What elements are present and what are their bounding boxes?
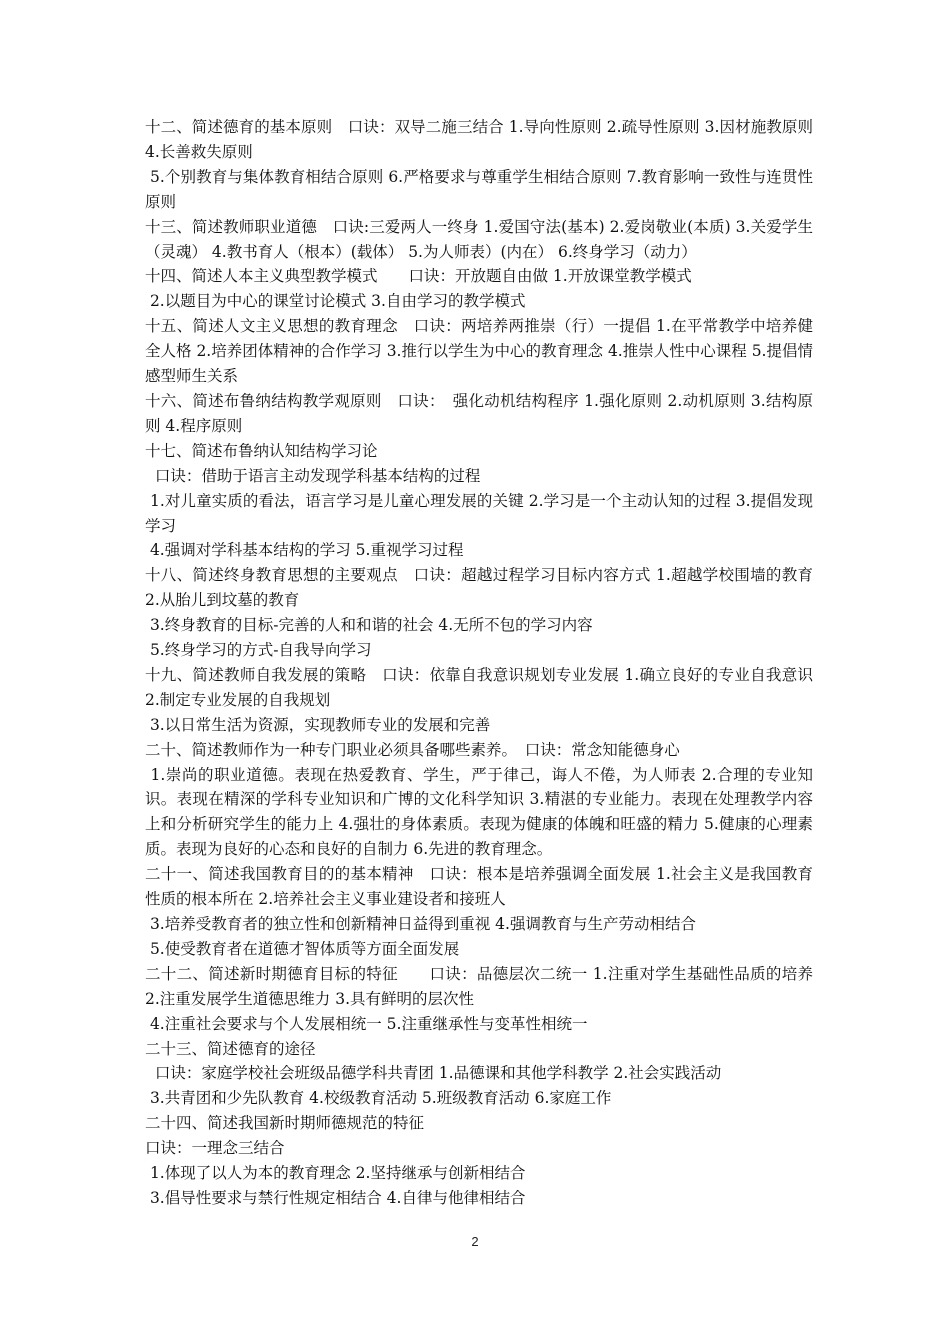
paragraph: 二十、简述教师作为一种专门职业必须具备哪些素养。 口诀：常念知能德身心 [145,740,680,759]
paragraph: 二十一、简述我国教育目的的基本精神 口诀：根本是培养强调全面发展 1.社会主义是我国教育性质的根本所在 2.培养社会主义事业建设者和接班人 [145,865,813,909]
paragraph: 1.体现了以人为本的教育理念 2.坚持继承与创新相结合 [145,1164,526,1183]
paragraph: 5.个别教育与集体教育相结合原则 6.严格要求与尊重学生相结合原则 7.教育影响一致性与连贯性原则 [145,167,813,211]
paragraph: 十七、简述布鲁纳认知结构学习论 [145,441,378,460]
paragraph: 3.倡导性要求与禁行性规定相结合 4.自律与他律相结合 [145,1188,526,1207]
paragraph: 二十三、简述德育的途径 [145,1039,316,1058]
paragraph: 1.对儿童实质的看法，语言学习是儿童心理发展的关键 2.学习是一个主动认知的过程 3.提倡发现学习 [145,491,813,535]
paragraph: 5.终身学习的方式-自我导向学习 [145,641,372,660]
paragraph: 2.以题目为中心的课堂讨论模式 3.自由学习的教学模式 [145,292,526,311]
paragraph: 二十四、简述我国新时期师德规范的特征 [145,1114,425,1133]
paragraph: 3.以日常生活为资源，实现教师专业的发展和完善 [145,715,491,734]
paragraph: 十二、简述德育的基本原则 口诀：双导二施三结合 1.导向性原则 2.疏导性原则 3.因材施教原则 4.长善救失原则 [145,118,818,161]
paragraph: 十九、简述教师自我发展的策略 口诀：依靠自我意识规划专业发展 1.确立良好的专业自我意识 2.制定专业发展的自我规划 [145,665,818,709]
paragraph: 口诀：一理念三结合 [145,1139,285,1158]
paragraph: 3.共青团和少先队教育 4.校级教育活动 5.班级教育活动 6.家庭工作 [145,1089,612,1108]
paragraph: 1.崇尚的职业道德。表现在热爱教育、学生，严于律己，诲人不倦，为人师表 2.合理的专业知识。表现在精深的学科专业知识和广博的文化科学知识 3.精湛的专业能力。表现在处理教学内容上和分析研究学生的能力上 4.强壮的身体素质。表现为健康的体魄和旺盛的精力 5.健康的心理素质。表现为良好的心态和良好的自制力 6.先进的教育理念。 [145,765,813,859]
paragraph: 口诀：家庭学校社会班级品德学科共青团 1.品德课和其他学科教学 2.社会实践活动 [145,1064,722,1083]
paragraph: 十六、简述布鲁纳结构教学观原则 口诀： 强化动机结构程序 1.强化原则 2.动机原则 3.结构原则 4.程序原则 [145,391,813,435]
paragraph: 5.使受教育者在道德才智体质等方面全面发展 [145,939,460,958]
paragraph: 口诀：借助于语言主动发现学科基本结构的过程 [145,466,481,485]
paragraph: 十八、简述终身教育思想的主要观点 口诀：超越过程学习目标内容方式 1.超越学校围墙的教育 2.从胎儿到坟墓的教育 [145,566,818,610]
paragraph: 3.终身教育的目标-完善的人和和谐的社会 4.无所不包的学习内容 [145,616,593,635]
paragraph: 十五、简述人文主义思想的教育理念 口诀：两培养两推崇（行）一提倡 1.在平常教学中培养健全人格 2.培养团体精神的合作学习 3.推行以学生为中心的教育理念 4.推崇人性中心课程 5.提倡情感型师生关系 [145,317,813,386]
paragraph: 二十二、简述新时期德育目标的特征 口诀：品德层次二统一 1.注重对学生基础性品质的培养 2.注重发展学生道德思维力 3.具有鲜明的层次性 [145,964,818,1008]
paragraph: 4.注重社会要求与个人发展相统一 5.注重继承性与变革性相统一 [145,1014,588,1033]
paragraph: 十四、简述人本主义典型教学模式 口诀：开放题自由做 1.开放课堂教学模式 [145,267,692,286]
paragraph: 十三、简述教师职业道德 口诀:三爱两人一终身 1.爱国守法(基本) 2.爱岗敬业(本质) 3.关爱学生（灵魂） 4.教书育人（根本）(载体） 5.为人师表）(内在） 6.终身学习（动力） [145,217,813,261]
page-number: 2 [471,1234,479,1249]
paragraph: 3.培养受教育者的独立性和创新精神日益得到重视 4.强调教育与生产劳动相结合 [145,915,696,933]
paragraph: 4.强调对学科基本结构的学习 5.重视学习过程 [145,541,464,560]
document-body [145,115,818,1211]
